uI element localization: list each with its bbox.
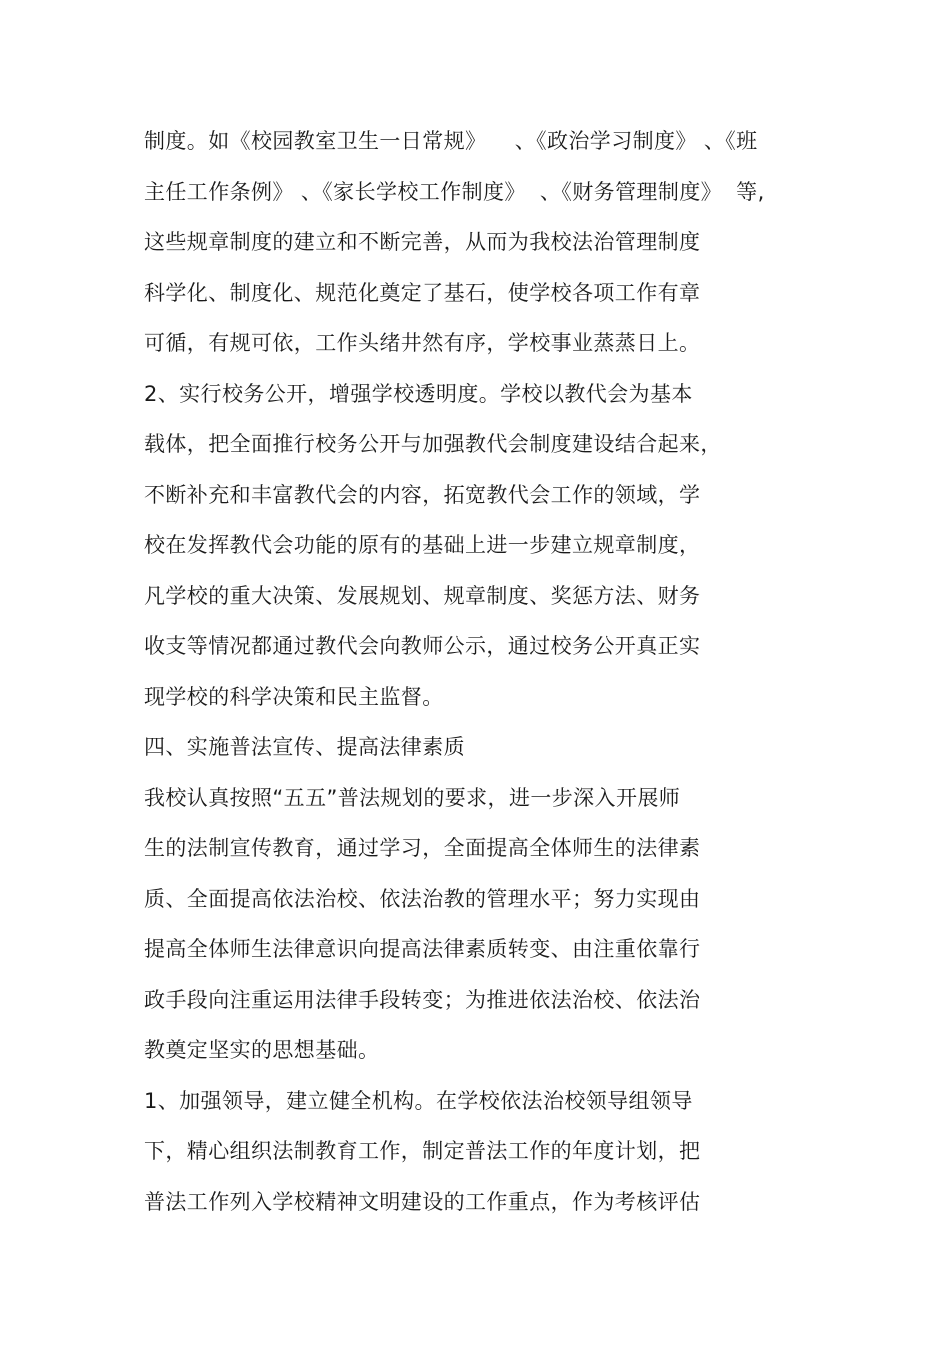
text-line: 政手段向注重运用法律手段转变；为推进依法治校、依法治 [144,987,701,1012]
text-line: 凡学校的重大决策、发展规划、规章制度、奖惩方法、财务 [144,583,701,608]
text-line: 这些规章制度的建立和不断完善，从而为我校法治管理制度 [144,230,701,254]
text-line: 下，精心组织法制教育工作，制定普法工作的年度计划，把 [144,1139,701,1163]
text-line: 质、全面提高依法治校、依法治教的管理水平；努力实现由 [144,886,701,911]
text-line: 校在发挥教代会功能的原有的基础上进一步建立规章制度， [144,533,701,557]
text-line: 提高全体师生法律意识向提高法律素质转变、由注重依靠行 [144,937,701,961]
text-line: 主任工作条例》 、《家长学校工作制度》 、《财务管理制度》 等, [144,179,765,204]
text-line: 可循，有规可依，工作头绪井然有序，学校事业蒸蒸日上。 [144,331,701,355]
text-line: 科学化、制度化、规范化奠定了基石，使学校各项工作有章 [144,280,701,305]
text-line: 普法工作列入学校精神文明建设的工作重点，作为考核评估 [144,1189,701,1214]
text-line: 现学校的科学决策和民主监督。 [144,684,444,709]
document-body [144,116,824,1227]
text-line: 不断补充和丰富教代会的内容，拓宽教代会工作的领域，学 [144,482,701,507]
text-line: 1、加强领导，建立健全机构。在学校依法治校领导组领导 [144,1088,693,1113]
text-line: 教奠定坚实的思想基础。 [144,1038,380,1062]
text-line: 制度。如《校园教室卫生一日常规》 、《政治学习制度》 、《班 [144,129,758,153]
section-heading: 四、实施普法宣传、提高法律素质 [144,735,465,759]
text-line: 生的法制宣传教育，通过学习，全面提高全体师生的法律素 [144,836,701,860]
text-line: 载体，把全面推行校务公开与加强教代会制度建设结合起来， [144,432,722,456]
text-line: 我校认真按照“五五”普法规划的要求，进一步深入开展师 [144,785,681,810]
text-line: 2、实行校务公开，增强学校透明度。学校以教代会为基本 [144,381,693,406]
text-line: 收支等情况都通过教代会向教师公示，通过校务公开真正实 [144,634,701,658]
